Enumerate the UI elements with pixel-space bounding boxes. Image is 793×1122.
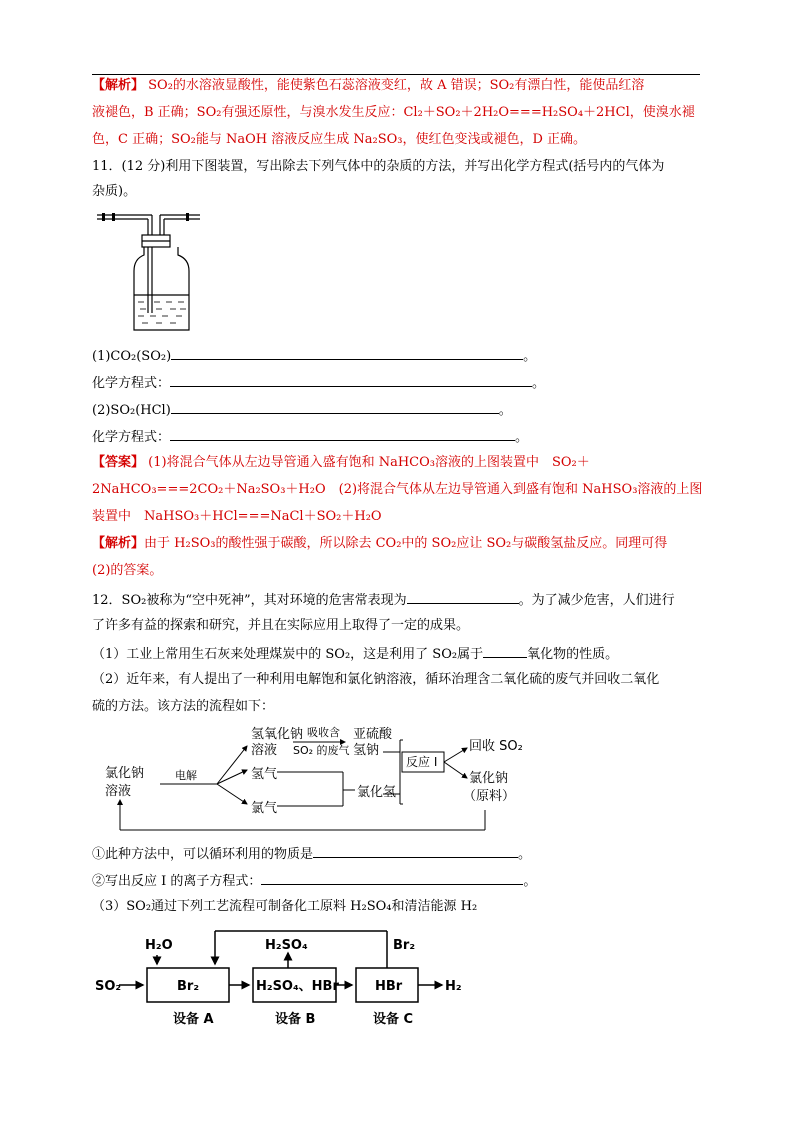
flow2-box-c: HBr: [375, 979, 403, 994]
flow-nacl-sol: 氯化钠: [105, 766, 145, 781]
flow-absorb: SO₂ 的废气: [293, 744, 350, 757]
flow-nacl-raw: 氯化钠: [469, 771, 509, 786]
period: 。: [532, 376, 546, 391]
answer-blank[interactable]: [483, 643, 527, 658]
flow2-dev-c: 设备 C: [373, 1012, 414, 1027]
flow-nahso3: 氢钠: [353, 743, 380, 758]
period: 。: [523, 874, 537, 889]
q11-line1: 11．(12 分)利用下图装置，写出除去下列气体中的杂质的方法，并写出化学方程式(括号内的气体为: [92, 159, 665, 174]
q11-eq1: [92, 372, 545, 394]
answer-blank[interactable]: [170, 372, 532, 387]
flow-electrolysis: 电解: [175, 769, 197, 782]
analysis-tag: 【解析】: [92, 536, 145, 551]
flow-naoh: 溶液: [251, 743, 278, 758]
hbr-process-flow-diagram: [95, 925, 480, 1035]
answer-line2: 2NaHCO₃===2CO₂＋Na₂SO₃＋H₂O (2)将混合气体从左边导管通入到盛有饱和 NaHSO₃溶液的上图: [92, 482, 703, 497]
q12-text: 氧化物的性质。: [527, 647, 619, 662]
flow-absorb: 吸收含: [307, 726, 340, 739]
electrolysis-flow-diagram: [105, 722, 545, 834]
flow-nahso3: 亚硫酸: [353, 727, 393, 742]
q11-item1: [92, 345, 536, 367]
flow2-h2o: H₂O: [145, 938, 173, 953]
flow-reaction: 反应 I: [406, 755, 438, 769]
q12-line1: [92, 589, 675, 611]
q12-line2: 了许多有益的探索和研究，并且在实际应用上取得了一定的成果。: [92, 618, 470, 633]
analysis-text: SO₂的水溶液显酸性，能使紫色石蕊溶液变红，故 A 错误；SO₂有漂白性，能使品红溶: [148, 78, 645, 93]
answer-blank[interactable]: [171, 345, 523, 360]
q12-sub3: （3）SO₂通过下列工艺流程可制备化工原料 H₂SO₄和清洁能源 H₂: [92, 899, 478, 914]
answer-line1: [92, 453, 590, 473]
flow2-br2-top: Br₂: [393, 938, 416, 953]
q11-line2: 杂质)。: [92, 184, 137, 199]
flow2-br2-box: Br₂: [177, 979, 200, 994]
header-rule: [92, 74, 700, 75]
analysis-tag: 【解析】: [92, 78, 145, 93]
flow2-so2: SO₂: [95, 979, 122, 994]
analysis1-line2: 液褪色，B 正确；SO₂有强还原性，与溴水发生反应：Cl₂＋SO₂＋2H₂O===H₂SO₄＋2HCl，使溴水褪: [92, 105, 695, 120]
answer-blank[interactable]: [407, 589, 519, 604]
analysis2-line1: [92, 534, 667, 554]
analysis1-line1: [92, 76, 644, 96]
q12-c1: [92, 843, 531, 865]
q12-text: ①此种方法中，可以循环利用的物质是: [92, 847, 314, 862]
gas-washing-bottle-figure: [92, 205, 207, 335]
q12-sub2a: （2）近年来，有人提出了一种利用电解饱和氯化钠溶液，循环治理含二氧化硫的废气并回收二氧化: [92, 672, 660, 687]
answer-blank[interactable]: [171, 399, 499, 414]
flow2-dev-a: 设备 A: [173, 1012, 214, 1027]
flow2-h2-out: H₂: [445, 979, 462, 994]
q12-c2: [92, 870, 536, 892]
q12-text: 。为了减少危害，人们进行: [518, 593, 675, 608]
eq-label: 化学方程式：: [92, 376, 171, 391]
answer-blank[interactable]: [170, 426, 515, 441]
q12-text: ②写出反应 I 的离子方程式：: [92, 874, 262, 889]
period: 。: [515, 430, 529, 445]
answer-tag: 【答案】: [92, 455, 145, 470]
period: 。: [518, 847, 532, 862]
flow-recover: 回收 SO₂: [469, 739, 523, 754]
answer-text: (1)将混合气体从左边导管通入盛有饱和 NaHCO₃溶液的上图装置中 SO₂＋: [148, 455, 590, 470]
flow2-box-b: H₂SO₄、HBr: [256, 979, 339, 994]
q12-sub1: [92, 643, 618, 665]
flow2-dev-b: 设备 B: [275, 1012, 316, 1027]
flow-nacl-raw: （原料）: [463, 789, 516, 804]
flow2-h2so4: H₂SO₄: [265, 938, 308, 953]
flow-naoh: 氢氧化钠: [251, 727, 304, 742]
flow-h2: 氢气: [251, 767, 278, 782]
q11-eq2: [92, 426, 528, 448]
answer-blank[interactable]: [261, 870, 523, 885]
flow-cl2: 氯气: [251, 801, 278, 816]
answer-line3: 装置中 NaHSO₃＋HCl===NaCl＋SO₂＋H₂O: [92, 509, 382, 524]
period: 。: [498, 403, 512, 418]
analysis2-line2: (2)的答案。: [92, 563, 163, 578]
analysis1-line3: 色，C 正确；SO₂能与 NaOH 溶液反应生成 Na₂SO₃，使红色变浅或褪色，D 正确。: [92, 132, 587, 147]
flow-nacl-sol: 溶液: [105, 784, 132, 799]
period: 。: [523, 349, 537, 364]
item2-label: (2)SO₂(HCl): [92, 403, 171, 418]
eq-label: 化学方程式：: [92, 430, 171, 445]
q11-item2: [92, 399, 512, 421]
q12-text: （1）工业上常用生石灰来处理煤炭中的 SO₂，这是利用了 SO₂属于: [92, 647, 484, 662]
q12-sub2b: 硫的方法。该方法的流程如下：: [92, 699, 275, 714]
q12-text: 12．SO₂被称为“空中死神”，其对环境的危害常表现为: [92, 593, 407, 608]
analysis-text: 由于 H₂SO₃的酸性强于碳酸，所以除去 CO₂中的 SO₂应让 SO₂与碳酸氢盐反应。同理可得: [144, 536, 668, 551]
item1-label: (1)CO₂(SO₂): [92, 349, 172, 364]
answer-blank[interactable]: [313, 843, 518, 858]
flow-hcl: 氯化氢: [357, 785, 397, 800]
